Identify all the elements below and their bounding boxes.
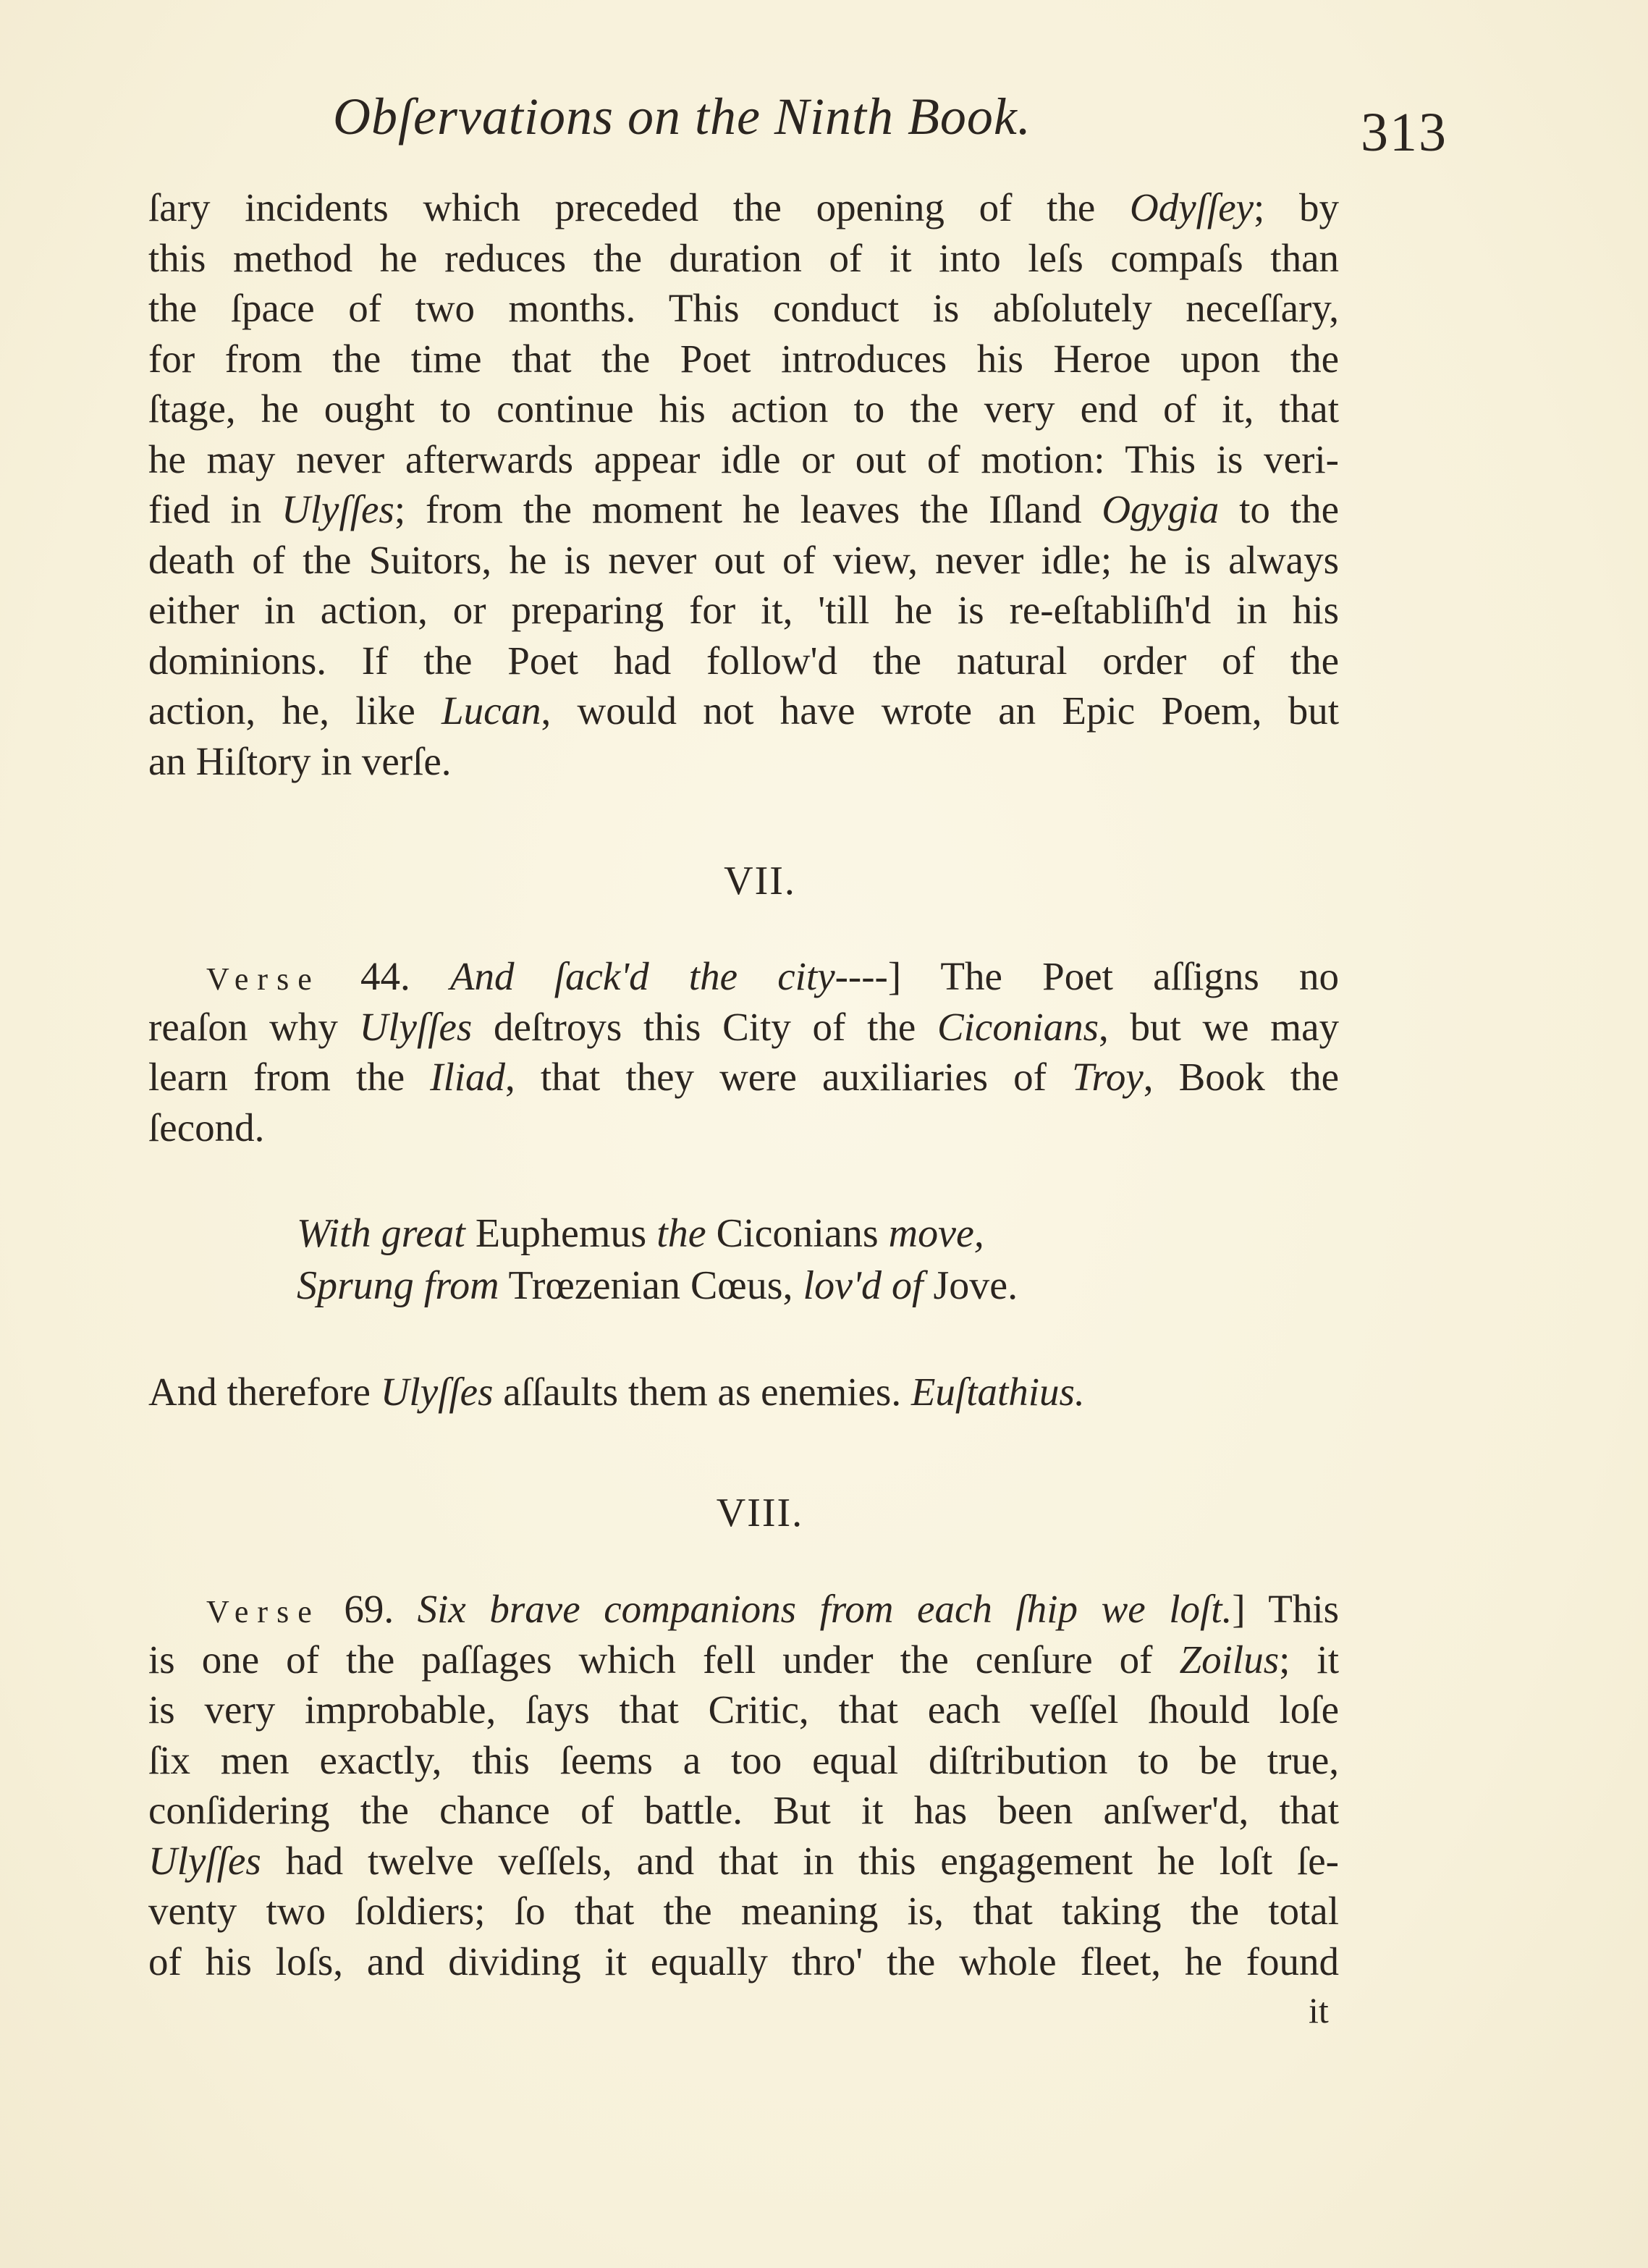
text-line: of his loſs, and dividing it equally thro' the whole fleet, he found xyxy=(148,1939,1339,1984)
text-line: an Hiſtory in verſe. xyxy=(148,738,452,783)
text-line: venty two ſoldiers; ſo that the meaning is, that taking the total xyxy=(148,1889,1339,1933)
text-line: ſtage, he ought to continue his action to the very end of it, that xyxy=(148,387,1339,431)
verse-line: Sprung from Trœzenian Cœus, lov'd of Jove. xyxy=(297,1263,1018,1308)
verse-label: Verse xyxy=(206,961,321,997)
text-line: conſidering the chance of battle. But it has been anſwer'd, that xyxy=(148,1788,1339,1832)
text-line: reaſon why Ulyſſes deſtroys this City of the Ciconians, but we may xyxy=(148,1004,1339,1049)
text-line: is very improbable, ſays that Critic, that each veſſel ſhould loſe xyxy=(148,1687,1339,1732)
text-line: death of the Suitors, he is never out of view, never idle; he is always xyxy=(148,537,1339,582)
text-line: he may never afterwards appear idle or out of motion: This is veri- xyxy=(148,437,1339,481)
note-verse-69 xyxy=(148,1584,1339,1986)
text-line: ſecond. xyxy=(148,1105,265,1150)
text-line: Ulyſſes had twelve veſſels, and that in this engagement he loſt ſe- xyxy=(148,1838,1339,1883)
quoted-verse xyxy=(297,1207,1018,1312)
text-line: Verse 69. Six brave companions from each ſhip we loſt.] This xyxy=(206,1587,1340,1631)
text-line: ſix men exactly, this ſeems a too equal diſtribution to be true, xyxy=(148,1737,1339,1782)
closing-line xyxy=(148,1367,1339,1417)
page-number: 313 xyxy=(1361,102,1448,163)
text-line: learn from the Iliad, that they were auxiliaries of Troy, Book the xyxy=(148,1055,1339,1099)
text-line: Verse 44. And ſack'd the city----] The Poet aſſigns no xyxy=(206,954,1339,998)
catchword: it xyxy=(1309,1990,1329,2031)
text-line: for from the time that the Poet introduces his Heroe upon the xyxy=(148,336,1339,381)
text-line: is one of the paſſages which fell under the cenſure of Zoilus; it xyxy=(148,1637,1339,1682)
section-number-vii: VII. xyxy=(724,859,796,903)
text-line: the ſpace of two months. This conduct is abſolutely neceſſary, xyxy=(148,286,1339,330)
verse-quote: Six brave companions from each ſhip we loſt. xyxy=(417,1587,1233,1631)
verse-line: With great Euphemus the Ciconians move, xyxy=(297,1211,984,1256)
verse-number: 44. xyxy=(360,954,410,998)
verse-quote: And ſack'd the city---- xyxy=(449,954,888,998)
text-line: And therefore Ulyſſes aſſaults them as enemies. Euſtathius. xyxy=(148,1370,1085,1414)
verse-label: Verse xyxy=(206,1594,321,1630)
section-number-viii: VIII. xyxy=(716,1491,804,1535)
text-line: either in action, or preparing for it, 'till he is re-eſtabliſh'd in his xyxy=(148,588,1339,632)
note-verse-44 xyxy=(148,951,1339,1152)
text-line: fied in Ulyſſes; from the moment he leaves the Iſland Ogygia to the xyxy=(148,487,1339,531)
running-head: Obſervations on the Ninth Book. xyxy=(333,88,1031,146)
text-line: dominions. If the Poet had follow'd the natural order of the xyxy=(148,638,1339,683)
verse-number: 69. xyxy=(344,1587,394,1631)
text-line: this method he reduces the duration of it into leſs compaſs than xyxy=(148,235,1339,280)
opening-paragraph xyxy=(148,182,1339,786)
text-line: ſary incidents which preceded the opening of the Odyſſey; by xyxy=(148,185,1340,229)
text-line: action, he, like Lucan, would not have wrote an Epic Poem, but xyxy=(148,688,1340,733)
